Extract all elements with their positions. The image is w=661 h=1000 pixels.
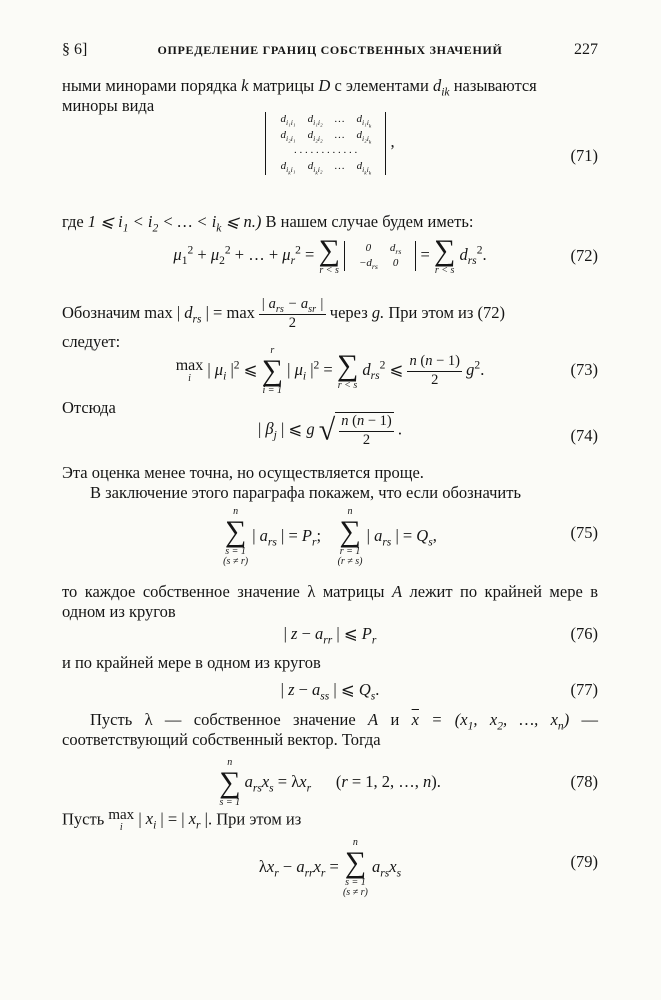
text-span: — соответствующий собственный вектор. Тогда [62,710,599,750]
determinant-2x2: 0 $d_{rs}$ $-d_{rs}$ 0 [344,241,416,272]
book-page [62,0,598,1000]
equation-number: (77) [570,680,598,699]
running-title: ОПРЕДЕЛЕНИЕ ГРАНИЦ СОБСТВЕННЫХ ЗНАЧЕНИЙ [157,43,503,57]
summation: n ∑ s = 1 [219,757,241,808]
math-var: k [241,76,249,95]
math-var: A [391,582,403,601]
text-span: При этом из [216,809,302,829]
equation-body: | $z - a_{rr}$ | ⩽ $P_r$ [283,624,377,647]
equation-number: (71) [570,146,598,165]
section-marker: § 6] [62,41,88,58]
text-span: Пусть λ — собственное значение [90,710,356,729]
determinant: $d_{i_1i_1}$ $d_{i_1i_2}$ … $d_{i_1i_k}$ $d_{i_2i_1}$ $d_{i_2i_2}$ … $d_{i_2i_k}$ . . . . . . . . . . . . $d_{i_ki_1}$ $d_{i_ki_2}$ … $d_{i_ki_k}$ [265,112,386,175]
summation: n ∑ s = 1 (s ≠ r) [223,506,249,567]
equation-number: (76) [570,624,598,643]
summation: r ∑ i = 1 [261,345,283,396]
text-span: то каждое собственное значение λ матрицы [62,582,385,601]
summation: ∑ r < s [336,349,359,391]
page-number: 227 [574,41,598,58]
paragraph-conclusion [62,483,598,503]
text-span: и по крайней мере в одном из кругов [62,653,321,672]
equation-76 [62,624,598,654]
text-span: через [329,302,368,322]
summation: n ∑ s = 1 (s ≠ r) [342,837,368,898]
equation-71 [62,112,598,200]
equation-73 [62,346,598,400]
fraction: $\frac{| a_{rs} - a_{sr} |}{2}$ [261,296,324,331]
equation-75 [62,507,598,571]
text-span: Обозначим [62,302,141,322]
paragraph-second-circles [62,653,598,673]
math-var: A [368,710,379,729]
text-span: Эта оценка менее точна, но осуществляется проще. [62,463,424,482]
equation-body: $\lambda x_r - a_{rr}x_r$ = n ∑ s = 1 (s ≠ r) $a_{rs}x_s$ [258,837,402,898]
max-operator: max i [175,357,204,384]
text-span: следует: [62,332,121,352]
text-span: матрицы [252,76,315,95]
text-span: и [390,710,400,729]
equation-79 [62,838,598,900]
paragraph-indices [62,212,598,235]
text-span: миноры вида [62,96,155,116]
equation-number: (73) [570,360,598,379]
page-header [62,40,598,60]
math-element: $d_{ik}$ [432,76,450,99]
fraction: $\frac{n (n - 1)}{2}$ [409,352,461,388]
equation-body: n ∑ s = 1 (s ≠ r) | $a_{rs}$ | = $P_r$; n ∑ r = 1 (r ≠ s) | $a_{rs}$ | = $Q_s$, [223,506,437,567]
equation-number: (78) [570,772,598,791]
text-span: Отсюда [62,398,116,417]
math-var: D [318,76,331,95]
text-span: Пусть [62,809,105,829]
square-root: $\frac{n (n - 1)}{2}$ [335,412,394,449]
text-span: где [62,212,84,231]
equation-number: (79) [570,852,598,871]
summation: ∑ r < s [318,234,340,276]
text-span: В заключение этого параграфа покажем, что если обозначить [90,483,521,502]
max-operator: max i [108,807,135,833]
text-span: ными минорами порядка [62,76,238,95]
text-span: с элементами [334,76,429,95]
paragraph-minors [62,76,598,116]
equation-body: | $\beta_j$ | ⩽ g √ $\frac{n (n - 1)}{2}$ . [257,413,403,448]
equation-body: $\mu_1^2 + \mu_2^2$ + … + $\mu_r^2$ = ∑ r < s 0 $d_{rs}$ $-d_{rs}$ 0 = ∑ r < s $d_{rs}^2$. [173,234,487,276]
paragraph-notation-g: Обозначим max | $d_{rs}$ | = max $\frac{| a_{rs} - a_{sr} |}{2}$ через g. При этом из (72) следует: [62,296,506,352]
equation-74 [62,412,598,456]
paragraph-estimate [62,463,598,483]
math-var: g. [371,302,385,322]
paragraph-eigenvalue-circles [62,582,598,622]
summation: n ∑ r = 1 (r ≠ s) [337,506,363,567]
equation-body: $d_{i_1i_1}$ $d_{i_1i_2}$ … $d_{i_1i_k}$ $d_{i_2i_1}$ $d_{i_2i_2}$ … $d_{i_2i_k}$ . . . . . . . . . . . . $d_{i_ki_1}$ $d_{i_ki_2}$ … $d_{i_ki_k}$ , [62,112,598,175]
equation-body: | $z - a_{ss}$ | ⩽ $Q_s$. [280,680,380,703]
equation-number: (74) [570,426,598,445]
math-inline: 1 ⩽ $i_1 < i_2$ < … < $i_k$ ⩽ n.) [87,212,262,235]
math-inline: $\overline{x} = (x_1$, $x_2$, …, $x_n$) [411,710,570,733]
equation-72 [62,236,598,284]
paragraph-eigenvector [62,710,598,750]
equation-number: (72) [570,246,598,265]
equation-77 [62,680,598,710]
summation: ∑ r < s [433,234,456,276]
equation-body: max i | $\mu_i$ $|^2$ ⩽ r ∑ i = 1 | $\mu_i$ $|^2$ = ∑ r < s $d_{rs}^2$ ⩽ $\frac{n (n - 1)}{2}$ $g^2$. [175,345,485,396]
equation-number: (75) [570,523,598,542]
text-span: В нашем случае будем иметь: [265,212,474,231]
text-span: называются [453,76,537,95]
paragraph-max-component: Пусть max i | $x_i$ | = | $x_r$ |. При этом из [62,807,302,833]
text-span: При этом из (72) [388,302,506,322]
equation-body: n ∑ s = 1 $a_{rs}x_s = \lambda x_r$ (r = 1, 2, …, n). [219,757,441,808]
equation-78 [62,757,598,808]
text-span: лежит по крайней мере в одном из кругов [62,582,599,622]
